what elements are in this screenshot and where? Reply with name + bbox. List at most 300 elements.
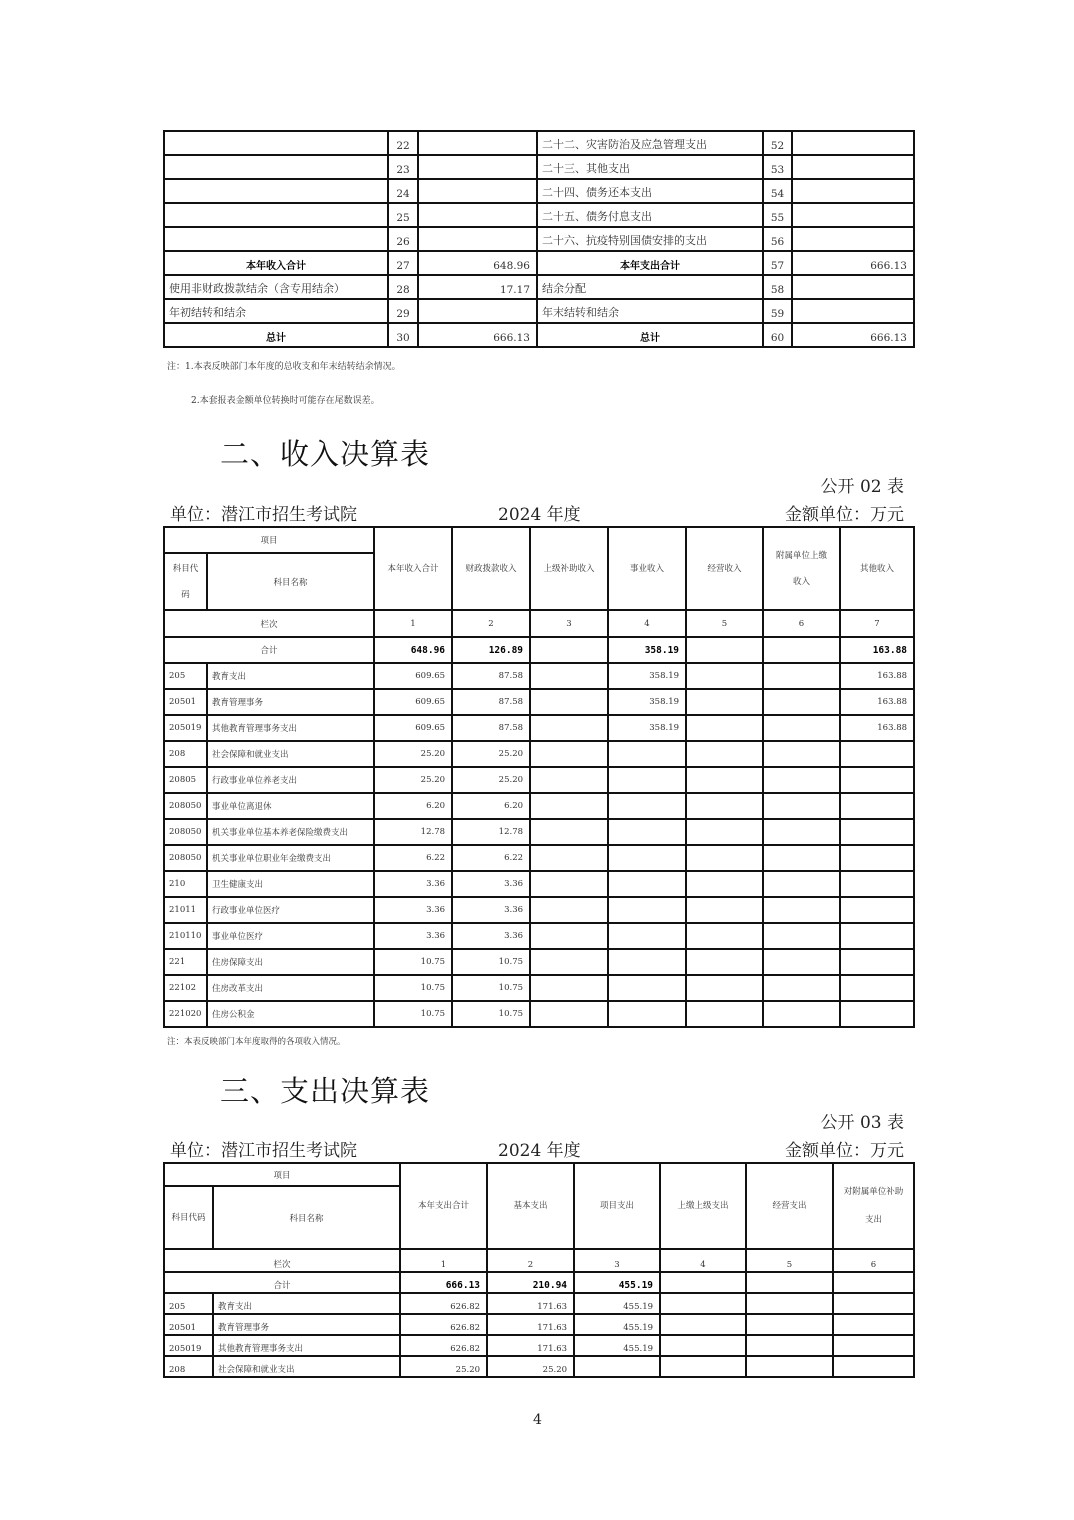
col-number: 2 bbox=[452, 610, 530, 637]
subject-name: 行政事业单位养老支出 bbox=[207, 767, 374, 793]
subject-name: 住房保障支出 bbox=[207, 949, 374, 975]
section3-year: 2024 年度 bbox=[498, 1141, 581, 1161]
amount-cell bbox=[608, 819, 686, 845]
section2-year: 2024 年度 bbox=[498, 505, 581, 525]
subject-name: 机关事业单位基本养老保险缴费支出 bbox=[207, 819, 374, 845]
col-index-label: 栏次 bbox=[164, 1249, 400, 1272]
total-value: 648.96 bbox=[374, 637, 452, 663]
amount-cell: 12.78 bbox=[374, 819, 452, 845]
amount-cell: 626.82 bbox=[400, 1293, 487, 1314]
table-row bbox=[164, 819, 914, 845]
subject-code: 221020 bbox=[164, 1001, 207, 1027]
total-label: 合计 bbox=[164, 637, 374, 663]
header-col-5: 经营收入 bbox=[686, 527, 763, 610]
amount-cell bbox=[530, 819, 608, 845]
subject-code: 22102 bbox=[164, 975, 207, 1001]
header-col-4: 上缴上级支出 bbox=[660, 1163, 746, 1249]
table-row bbox=[164, 275, 914, 299]
table-row bbox=[164, 1001, 914, 1027]
amount-cell: 25.20 bbox=[452, 741, 530, 767]
amount-cell: 358.19 bbox=[608, 663, 686, 689]
amount-cell: 163.88 bbox=[840, 715, 914, 741]
income-amount bbox=[418, 155, 537, 179]
amount-cell: 10.75 bbox=[452, 975, 530, 1001]
amount-cell: 171.63 bbox=[487, 1314, 574, 1335]
amount-cell: 626.82 bbox=[400, 1314, 487, 1335]
amount-cell bbox=[840, 741, 914, 767]
col-number: 4 bbox=[660, 1249, 746, 1272]
subject-code: 221 bbox=[164, 949, 207, 975]
expenditure-item-label: 二十五、债务付息支出 bbox=[537, 203, 763, 227]
amount-cell bbox=[763, 663, 840, 689]
amount-cell: 25.20 bbox=[452, 767, 530, 793]
amount-cell bbox=[530, 689, 608, 715]
amount-cell: 10.75 bbox=[452, 949, 530, 975]
amount-cell bbox=[530, 793, 608, 819]
header-col-4: 事业收入 bbox=[608, 527, 686, 610]
income-row-number: 22 bbox=[388, 131, 418, 155]
amount-cell: 6.20 bbox=[374, 793, 452, 819]
amount-cell: 25.20 bbox=[487, 1356, 574, 1377]
income-expenditure-summary-table bbox=[163, 130, 915, 348]
subject-code: 208 bbox=[164, 741, 207, 767]
total-value bbox=[763, 637, 840, 663]
subject-name: 住房改革支出 bbox=[207, 975, 374, 1001]
amount-cell bbox=[608, 741, 686, 767]
amount-cell: 87.58 bbox=[452, 715, 530, 741]
income-final-accounts-table bbox=[163, 526, 915, 1028]
subject-name: 社会保障和就业支出 bbox=[207, 741, 374, 767]
header-col-2: 基本支出 bbox=[487, 1163, 574, 1249]
subject-name: 其他教育管理事务支出 bbox=[207, 715, 374, 741]
total-value bbox=[833, 1272, 914, 1293]
amount-cell bbox=[530, 923, 608, 949]
col-index-label: 栏次 bbox=[164, 610, 374, 637]
header-col-3: 项目支出 bbox=[574, 1163, 660, 1249]
amount-cell: 358.19 bbox=[608, 689, 686, 715]
income-row-number: 27 bbox=[388, 251, 418, 275]
income-item-label: 使用非财政拨款结余（含专用结余） bbox=[164, 275, 388, 299]
expenditure-row-number: 56 bbox=[763, 227, 792, 251]
subject-code: 21011 bbox=[164, 897, 207, 923]
subject-code: 208 bbox=[164, 1356, 213, 1377]
amount-cell: 12.78 bbox=[452, 819, 530, 845]
income-row-number: 24 bbox=[388, 179, 418, 203]
income-row-number: 25 bbox=[388, 203, 418, 227]
header-col-5: 经营支出 bbox=[746, 1163, 833, 1249]
expenditure-row-number: 54 bbox=[763, 179, 792, 203]
amount-cell bbox=[763, 767, 840, 793]
expenditure-item-label: 二十二、灾害防治及应急管理支出 bbox=[537, 131, 763, 155]
amount-cell bbox=[686, 845, 763, 871]
subject-code: 205 bbox=[164, 1293, 213, 1314]
amount-cell: 3.36 bbox=[374, 897, 452, 923]
amount-cell bbox=[608, 845, 686, 871]
expenditure-row-number: 53 bbox=[763, 155, 792, 179]
amount-cell bbox=[763, 897, 840, 923]
amount-cell: 171.63 bbox=[487, 1335, 574, 1356]
amount-cell: 3.36 bbox=[374, 871, 452, 897]
income-amount: 666.13 bbox=[418, 323, 537, 347]
amount-cell: 87.58 bbox=[452, 689, 530, 715]
expenditure-amount bbox=[792, 131, 914, 155]
amount-cell: 455.19 bbox=[574, 1293, 660, 1314]
table-row bbox=[164, 203, 914, 227]
amount-cell bbox=[530, 949, 608, 975]
amount-cell bbox=[686, 1001, 763, 1027]
col-number: 1 bbox=[400, 1249, 487, 1272]
header-name: 科目名称 bbox=[213, 1186, 400, 1249]
col-number: 6 bbox=[763, 610, 840, 637]
amount-cell bbox=[686, 871, 763, 897]
col-number: 4 bbox=[608, 610, 686, 637]
total-value: 455.19 bbox=[574, 1272, 660, 1293]
amount-cell bbox=[763, 845, 840, 871]
income-amount bbox=[418, 203, 537, 227]
section2-note: 注：本表反映部门本年度取得的各项收入情况。 bbox=[167, 1037, 346, 1047]
income-amount bbox=[418, 227, 537, 251]
amount-cell: 609.65 bbox=[374, 715, 452, 741]
income-row-number: 26 bbox=[388, 227, 418, 251]
expenditure-amount bbox=[792, 203, 914, 227]
income-amount bbox=[418, 179, 537, 203]
income-item-label: 本年收入合计 bbox=[164, 251, 388, 275]
income-amount bbox=[418, 299, 537, 323]
subject-name: 教育管理事务 bbox=[207, 689, 374, 715]
amount-cell: 10.75 bbox=[374, 1001, 452, 1027]
expenditure-amount: 666.13 bbox=[792, 251, 914, 275]
amount-cell bbox=[763, 741, 840, 767]
amount-cell bbox=[608, 975, 686, 1001]
amount-cell bbox=[763, 715, 840, 741]
total-value: 358.19 bbox=[608, 637, 686, 663]
income-item-label bbox=[164, 131, 388, 155]
amount-cell bbox=[686, 767, 763, 793]
amount-cell bbox=[763, 793, 840, 819]
amount-cell bbox=[686, 663, 763, 689]
amount-cell: 3.36 bbox=[452, 923, 530, 949]
income-item-label bbox=[164, 203, 388, 227]
amount-cell bbox=[746, 1314, 833, 1335]
subject-code: 205019 bbox=[164, 715, 207, 741]
subject-name: 教育支出 bbox=[207, 663, 374, 689]
table-row bbox=[164, 179, 914, 203]
section2-unit: 单位：潜江市招生考试院 bbox=[170, 505, 357, 525]
expenditure-row-number: 60 bbox=[763, 323, 792, 347]
amount-cell bbox=[686, 819, 763, 845]
subject-name: 住房公积金 bbox=[207, 1001, 374, 1027]
amount-cell bbox=[686, 793, 763, 819]
amount-cell bbox=[686, 949, 763, 975]
table-row bbox=[164, 663, 914, 689]
header-item: 项目 bbox=[164, 1163, 400, 1186]
amount-cell bbox=[608, 793, 686, 819]
header-code: 科目代码 bbox=[164, 1186, 213, 1249]
amount-cell bbox=[840, 949, 914, 975]
subject-code: 208050 bbox=[164, 845, 207, 871]
amount-cell: 626.82 bbox=[400, 1335, 487, 1356]
amount-cell bbox=[746, 1335, 833, 1356]
amount-cell: 609.65 bbox=[374, 689, 452, 715]
amount-cell bbox=[530, 767, 608, 793]
subject-name: 卫生健康支出 bbox=[207, 871, 374, 897]
amount-cell bbox=[530, 1001, 608, 1027]
col-number: 2 bbox=[487, 1249, 574, 1272]
income-item-label bbox=[164, 227, 388, 251]
amount-cell: 455.19 bbox=[574, 1335, 660, 1356]
amount-cell bbox=[686, 897, 763, 923]
expenditure-amount bbox=[792, 179, 914, 203]
income-row-number: 28 bbox=[388, 275, 418, 299]
total-value bbox=[660, 1272, 746, 1293]
subject-code: 205019 bbox=[164, 1335, 213, 1356]
table-row bbox=[164, 949, 914, 975]
expenditure-item-label: 二十三、其他支出 bbox=[537, 155, 763, 179]
header-code: 科目代码 bbox=[164, 553, 207, 610]
table-row bbox=[164, 689, 914, 715]
table1-note-1: 注：1.本表反映部门本年度的总收支和年末结转结余情况。 bbox=[167, 362, 401, 372]
subject-code: 20501 bbox=[164, 689, 207, 715]
amount-cell: 3.36 bbox=[374, 923, 452, 949]
expenditure-item-label: 总计 bbox=[537, 323, 763, 347]
amount-cell bbox=[530, 663, 608, 689]
amount-cell: 25.20 bbox=[374, 741, 452, 767]
header-col-1: 本年收入合计 bbox=[374, 527, 452, 610]
subject-name: 事业单位离退休 bbox=[207, 793, 374, 819]
amount-cell bbox=[660, 1335, 746, 1356]
col-number: 3 bbox=[574, 1249, 660, 1272]
subject-name: 教育管理事务 bbox=[213, 1314, 400, 1335]
amount-cell: 3.36 bbox=[452, 871, 530, 897]
income-row-number: 29 bbox=[388, 299, 418, 323]
total-value: 666.13 bbox=[400, 1272, 487, 1293]
income-item-label: 年初结转和结余 bbox=[164, 299, 388, 323]
amount-cell bbox=[763, 689, 840, 715]
table-row bbox=[164, 923, 914, 949]
section2-title: 二、收入决算表 bbox=[220, 437, 431, 471]
amount-cell bbox=[530, 897, 608, 923]
table-row bbox=[164, 323, 914, 347]
expenditure-amount bbox=[792, 227, 914, 251]
table-row bbox=[164, 897, 914, 923]
amount-cell bbox=[840, 975, 914, 1001]
expenditure-final-accounts-table bbox=[163, 1162, 915, 1378]
subject-name: 教育支出 bbox=[213, 1293, 400, 1314]
table-row bbox=[164, 741, 914, 767]
table-row bbox=[164, 793, 914, 819]
table1-note-2: 2.本套报表金额单位转换时可能存在尾数误差。 bbox=[191, 396, 380, 406]
amount-cell bbox=[660, 1356, 746, 1377]
amount-cell bbox=[840, 871, 914, 897]
total-value bbox=[746, 1272, 833, 1293]
income-item-label bbox=[164, 155, 388, 179]
col-number: 7 bbox=[840, 610, 914, 637]
col-number: 1 bbox=[374, 610, 452, 637]
table-row bbox=[164, 1314, 914, 1335]
subject-name: 机关事业单位职业年金缴费支出 bbox=[207, 845, 374, 871]
total-value: 126.89 bbox=[452, 637, 530, 663]
amount-cell: 10.75 bbox=[374, 975, 452, 1001]
amount-cell bbox=[746, 1293, 833, 1314]
section2-form-no: 公开 02 表 bbox=[820, 477, 904, 497]
col-number: 6 bbox=[833, 1249, 914, 1272]
section3-unit: 单位：潜江市招生考试院 bbox=[170, 1141, 357, 1161]
amount-cell bbox=[763, 923, 840, 949]
amount-cell bbox=[686, 741, 763, 767]
amount-cell bbox=[840, 845, 914, 871]
header-col-3: 上级补助收入 bbox=[530, 527, 608, 610]
subject-code: 20501 bbox=[164, 1314, 213, 1335]
amount-cell bbox=[530, 741, 608, 767]
table-row bbox=[164, 299, 914, 323]
header-col-1: 本年支出合计 bbox=[400, 1163, 487, 1249]
amount-cell bbox=[763, 871, 840, 897]
header-col-2: 财政拨款收入 bbox=[452, 527, 530, 610]
table-row bbox=[164, 1293, 914, 1314]
expenditure-amount bbox=[792, 275, 914, 299]
total-label: 合计 bbox=[164, 1272, 400, 1293]
amount-cell bbox=[840, 767, 914, 793]
expenditure-row-number: 59 bbox=[763, 299, 792, 323]
header-name: 科目名称 bbox=[207, 553, 374, 610]
expenditure-item-label: 二十六、抗疫特别国债安排的支出 bbox=[537, 227, 763, 251]
section3-form-no: 公开 03 表 bbox=[820, 1113, 904, 1133]
table-row bbox=[164, 975, 914, 1001]
total-value bbox=[686, 637, 763, 663]
table-row bbox=[164, 1335, 914, 1356]
subject-code: 205 bbox=[164, 663, 207, 689]
amount-cell bbox=[608, 1001, 686, 1027]
amount-cell: 10.75 bbox=[374, 949, 452, 975]
amount-cell bbox=[660, 1293, 746, 1314]
income-item-label: 总计 bbox=[164, 323, 388, 347]
amount-cell bbox=[840, 897, 914, 923]
expenditure-item-label: 年末结转和结余 bbox=[537, 299, 763, 323]
subject-name: 行政事业单位医疗 bbox=[207, 897, 374, 923]
amount-cell bbox=[608, 767, 686, 793]
expenditure-item-label: 结余分配 bbox=[537, 275, 763, 299]
amount-cell bbox=[840, 923, 914, 949]
amount-cell: 6.22 bbox=[374, 845, 452, 871]
expenditure-amount: 666.13 bbox=[792, 323, 914, 347]
subject-name: 事业单位医疗 bbox=[207, 923, 374, 949]
total-value: 163.88 bbox=[840, 637, 914, 663]
amount-cell: 10.75 bbox=[452, 1001, 530, 1027]
col-number: 3 bbox=[530, 610, 608, 637]
amount-cell bbox=[763, 949, 840, 975]
subject-code: 210 bbox=[164, 871, 207, 897]
amount-cell bbox=[608, 949, 686, 975]
section3-title: 三、支出决算表 bbox=[220, 1074, 431, 1108]
expenditure-amount bbox=[792, 155, 914, 179]
amount-cell: 87.58 bbox=[452, 663, 530, 689]
amount-cell bbox=[608, 897, 686, 923]
amount-cell bbox=[833, 1335, 914, 1356]
table-row bbox=[164, 715, 914, 741]
header-item: 项目 bbox=[164, 527, 374, 553]
amount-cell: 609.65 bbox=[374, 663, 452, 689]
total-value bbox=[530, 637, 608, 663]
col-number: 5 bbox=[686, 610, 763, 637]
amount-cell bbox=[763, 1001, 840, 1027]
table-row bbox=[164, 131, 914, 155]
amount-cell bbox=[763, 819, 840, 845]
amount-cell bbox=[574, 1356, 660, 1377]
amount-cell bbox=[840, 819, 914, 845]
section3-currency: 金额单位：万元 bbox=[785, 1141, 904, 1161]
col-number: 5 bbox=[746, 1249, 833, 1272]
amount-cell bbox=[530, 845, 608, 871]
amount-cell: 163.88 bbox=[840, 663, 914, 689]
table-row bbox=[164, 1356, 914, 1377]
expenditure-item-label: 二十四、债务还本支出 bbox=[537, 179, 763, 203]
amount-cell bbox=[530, 871, 608, 897]
table-row bbox=[164, 871, 914, 897]
expenditure-row-number: 57 bbox=[763, 251, 792, 275]
income-amount: 17.17 bbox=[418, 275, 537, 299]
amount-cell bbox=[686, 715, 763, 741]
amount-cell bbox=[763, 975, 840, 1001]
header-col-6: 对附属单位补助支出 bbox=[833, 1163, 914, 1249]
expenditure-row-number: 58 bbox=[763, 275, 792, 299]
amount-cell: 455.19 bbox=[574, 1314, 660, 1335]
subject-name: 社会保障和就业支出 bbox=[213, 1356, 400, 1377]
amount-cell bbox=[833, 1356, 914, 1377]
income-item-label bbox=[164, 179, 388, 203]
amount-cell: 171.63 bbox=[487, 1293, 574, 1314]
income-row-number: 23 bbox=[388, 155, 418, 179]
amount-cell bbox=[686, 923, 763, 949]
amount-cell bbox=[840, 793, 914, 819]
table-row bbox=[164, 767, 914, 793]
amount-cell bbox=[686, 689, 763, 715]
amount-cell bbox=[530, 715, 608, 741]
section2-currency: 金额单位：万元 bbox=[785, 505, 904, 525]
expenditure-item-label: 本年支出合计 bbox=[537, 251, 763, 275]
expenditure-row-number: 55 bbox=[763, 203, 792, 227]
amount-cell: 6.20 bbox=[452, 793, 530, 819]
header-col-6: 附属单位上缴收入 bbox=[763, 527, 840, 610]
amount-cell bbox=[833, 1293, 914, 1314]
amount-cell: 358.19 bbox=[608, 715, 686, 741]
table-row bbox=[164, 227, 914, 251]
amount-cell: 25.20 bbox=[374, 767, 452, 793]
page-number: 4 bbox=[533, 1412, 542, 1428]
income-amount bbox=[418, 131, 537, 155]
table-row bbox=[164, 845, 914, 871]
amount-cell: 3.36 bbox=[452, 897, 530, 923]
amount-cell bbox=[840, 1001, 914, 1027]
income-row-number: 30 bbox=[388, 323, 418, 347]
subject-code: 210110 bbox=[164, 923, 207, 949]
amount-cell: 163.88 bbox=[840, 689, 914, 715]
amount-cell: 25.20 bbox=[400, 1356, 487, 1377]
amount-cell: 6.22 bbox=[452, 845, 530, 871]
expenditure-row-number: 52 bbox=[763, 131, 792, 155]
subject-code: 208050 bbox=[164, 793, 207, 819]
amount-cell bbox=[608, 871, 686, 897]
amount-cell bbox=[530, 975, 608, 1001]
table-row bbox=[164, 155, 914, 179]
subject-code: 208050 bbox=[164, 819, 207, 845]
amount-cell bbox=[660, 1314, 746, 1335]
subject-name: 其他教育管理事务支出 bbox=[213, 1335, 400, 1356]
amount-cell bbox=[746, 1356, 833, 1377]
subject-code: 20805 bbox=[164, 767, 207, 793]
header-col-7: 其他收入 bbox=[840, 527, 914, 610]
amount-cell bbox=[833, 1314, 914, 1335]
total-value: 210.94 bbox=[487, 1272, 574, 1293]
